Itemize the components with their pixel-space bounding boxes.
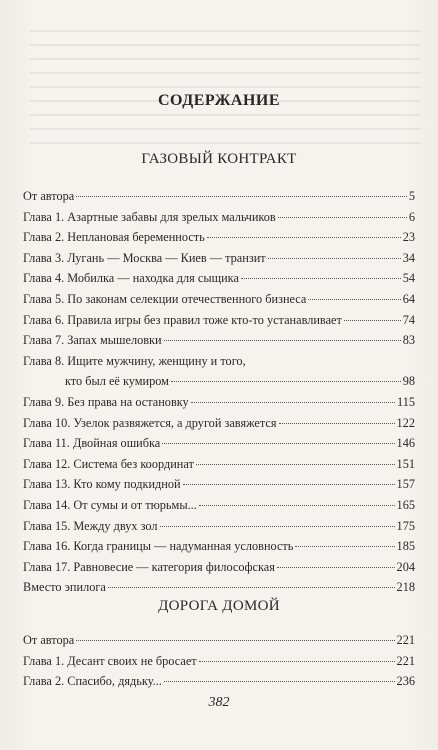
dot-leader bbox=[295, 546, 394, 547]
toc-entry-page: 98 bbox=[402, 374, 415, 389]
toc-entry-page: 151 bbox=[396, 456, 415, 471]
dot-leader bbox=[183, 484, 395, 485]
toc-entry-label: Глава 13. Кто кому подкидной bbox=[23, 477, 181, 492]
toc-entry-page: 165 bbox=[396, 497, 415, 512]
toc-entry bbox=[23, 351, 415, 392]
dot-leader bbox=[199, 505, 395, 506]
toc-entry-page: 34 bbox=[402, 250, 415, 265]
toc-entry-label: Глава 11. Двойная ошибка bbox=[23, 436, 161, 451]
toc-entry-page: 185 bbox=[396, 539, 415, 554]
toc-entry bbox=[23, 454, 415, 475]
dot-leader bbox=[191, 402, 395, 403]
toc-entry-label: Глава 6. Правила игры без правил тоже кто-то устанавливает bbox=[23, 312, 342, 327]
toc-entry bbox=[23, 310, 415, 331]
dot-leader bbox=[171, 381, 401, 382]
page-number: 382 bbox=[208, 695, 230, 710]
toc-entry-label: Глава 17. Равновесие — категория философская bbox=[23, 559, 275, 574]
dot-leader bbox=[76, 196, 407, 197]
dot-leader bbox=[268, 258, 401, 259]
toc-entry-page: 204 bbox=[396, 559, 415, 574]
toc-entry-continuation bbox=[23, 371, 415, 392]
toc-entry-page: 157 bbox=[396, 477, 415, 492]
dot-leader bbox=[76, 640, 394, 641]
dot-leader bbox=[162, 443, 394, 444]
dot-leader bbox=[196, 464, 395, 465]
toc-entry bbox=[23, 330, 415, 351]
contents-title: СОДЕРЖАНИЕ bbox=[157, 92, 281, 109]
toc-entry-page: 175 bbox=[396, 518, 415, 533]
dot-leader bbox=[344, 320, 401, 321]
dot-leader bbox=[278, 217, 407, 218]
toc-entry-label: Глава 2. Спасибо, дядьку... bbox=[23, 674, 162, 689]
toc-list-gas-contract bbox=[23, 186, 415, 598]
toc-entry-label: Глава 1. Десант своих не бросает bbox=[23, 653, 197, 668]
toc-entry-page: 146 bbox=[396, 436, 415, 451]
toc-entry bbox=[23, 227, 415, 248]
toc-entry bbox=[23, 557, 415, 578]
toc-entry bbox=[23, 186, 415, 207]
toc-entry bbox=[23, 577, 415, 598]
toc-entry bbox=[23, 433, 415, 454]
dot-leader bbox=[308, 299, 400, 300]
toc-entry bbox=[23, 207, 415, 228]
toc-entry-label: Глава 4. Мобилка — находка для сыщика bbox=[23, 271, 239, 286]
toc-entry-label: Глава 12. Система без координат bbox=[23, 456, 194, 471]
toc-entry-page: 74 bbox=[402, 312, 415, 327]
toc-entry-page: 6 bbox=[408, 209, 415, 224]
toc-entry-label: Глава 2. Неплановая беременность bbox=[23, 230, 205, 245]
dot-leader bbox=[207, 237, 401, 238]
toc-entry-label: Глава 9. Без права на остановку bbox=[23, 394, 189, 409]
toc-entry-page: 83 bbox=[402, 333, 415, 348]
toc-entry bbox=[23, 392, 415, 413]
dot-leader bbox=[160, 526, 395, 527]
toc-entry-page: 218 bbox=[396, 580, 415, 595]
toc-entry-page: 221 bbox=[396, 633, 415, 647]
toc-entry-page: 115 bbox=[397, 394, 415, 409]
toc-entry-page: 5 bbox=[408, 189, 415, 203]
toc-entry bbox=[23, 536, 415, 557]
toc-entry-label: Глава 8. Ищите мужчину, женщину и того, bbox=[23, 353, 246, 368]
toc-entry-page: 221 bbox=[396, 653, 415, 668]
dot-leader bbox=[108, 587, 395, 588]
toc-entry-page: 54 bbox=[402, 271, 415, 286]
toc-entry-label: Глава 14. От сумы и от тюрьмы... bbox=[23, 497, 197, 512]
section-heading-road-home: ДОРОГА ДОМОЙ bbox=[158, 598, 280, 614]
dot-leader bbox=[277, 567, 395, 568]
toc-entry bbox=[23, 474, 415, 495]
toc-entry-label: От автора bbox=[23, 189, 75, 203]
toc-entry-label-continued: кто был её кумиром bbox=[65, 374, 169, 389]
toc-entry-label: Глава 7. Запах мышеловки bbox=[23, 333, 162, 348]
dot-leader bbox=[199, 661, 395, 662]
toc-entry-page: 64 bbox=[402, 291, 415, 306]
toc-entry-label: Глава 3. Лугань — Москва — Киев — транзит bbox=[23, 250, 266, 265]
toc-entry-page: 122 bbox=[396, 415, 415, 430]
toc-entry bbox=[23, 495, 415, 516]
toc-entry-label: Глава 10. Узелок развяжется, а другой завяжется bbox=[23, 415, 277, 430]
toc-entry-label: Вместо эпилога bbox=[23, 580, 106, 595]
toc-entry-label: Глава 5. По законам селекции отечественного бизнеса bbox=[23, 291, 307, 306]
toc-entry bbox=[23, 413, 415, 434]
show-through-text bbox=[30, 30, 420, 150]
toc-entry bbox=[23, 268, 415, 289]
toc-entry bbox=[23, 289, 415, 310]
dot-leader bbox=[241, 278, 401, 279]
toc-list-road-home bbox=[23, 630, 415, 692]
toc-entry-label: От автора bbox=[23, 633, 75, 647]
dot-leader bbox=[164, 340, 401, 341]
dot-leader bbox=[279, 423, 395, 424]
toc-entry-label: Глава 15. Между двух зол bbox=[23, 518, 158, 533]
toc-entry-page: 236 bbox=[396, 674, 415, 689]
toc-entry bbox=[23, 516, 415, 537]
toc-entry bbox=[23, 630, 415, 651]
toc-entry-label: Глава 1. Азартные забавы для зрелых мальчиков bbox=[23, 209, 276, 224]
toc-entry-label: Глава 16. Когда границы — надуманная условность bbox=[23, 539, 294, 554]
toc-entry-page: 23 bbox=[402, 230, 415, 245]
section-heading-gas-contract: ГАЗОВЫЙ КОНТРАКТ bbox=[141, 151, 297, 167]
toc-entry bbox=[23, 651, 415, 672]
dot-leader bbox=[164, 681, 395, 682]
toc-entry bbox=[23, 248, 415, 269]
toc-entry bbox=[23, 671, 415, 692]
